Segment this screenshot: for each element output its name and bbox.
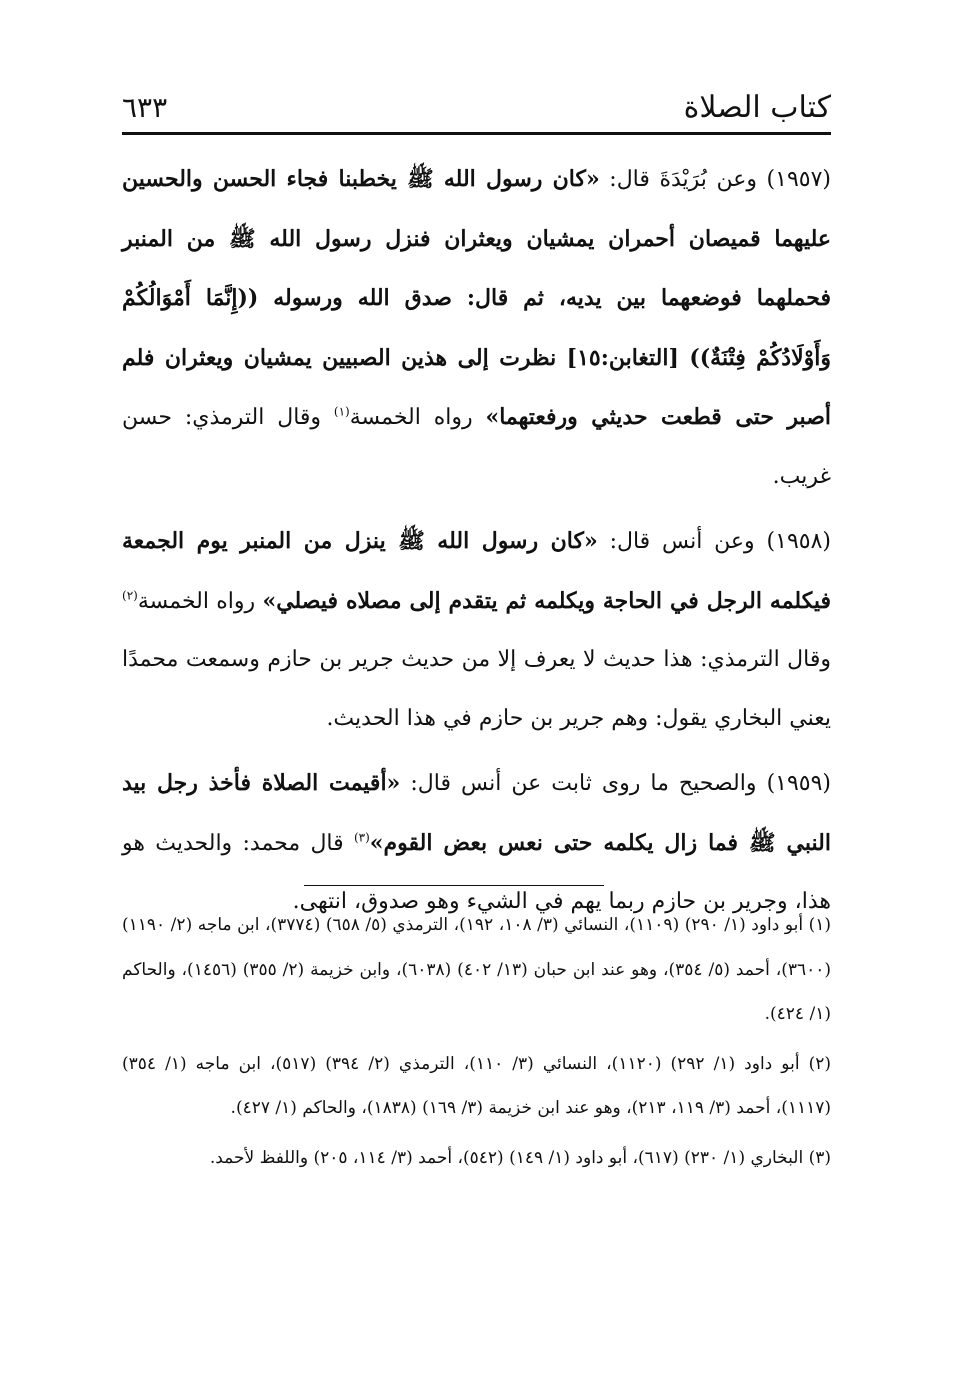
footnote-reference: (٣) bbox=[353, 830, 370, 845]
hadith-lead: وعن بُرَيْدَةَ قال: bbox=[599, 167, 757, 192]
hadith-commentary: قال محمد: والحديث هو هذا، وجرير بن حازم ربما يهم في الشيء وهو صدوق، انتهى. bbox=[122, 830, 831, 914]
hadith-quote: «كان رسول الله ﷺ يخطبنا فجاء الحسن والحسين عليهما قميصان أحمران يمشيان ويعثران فنزل رسول الله ﷺ من المنبر فحملهما فوضعهما بين يديه، ثم قال: صدق الله ورسوله ((إِنَّمَا أَمْوَالُكُمْ وَأَوْلَادُكُمْ فِتْنَةٌ)) [التغابن:١٥] نظرت إلى هذين الصبيين يمشيان ويعثران فلم أصبر حتى قطعت حديثي ورفعتهما» bbox=[122, 166, 832, 430]
hadith-number: (١٩٥٨) bbox=[766, 529, 831, 554]
hadith-quote: «كان رسول الله ﷺ ينزل من المنبر يوم الجمعة فيكلمه الرجل في الحاجة ويكلمه ثم يتقدم إلى مصلاه فيصلي» bbox=[122, 528, 832, 614]
hadith-attribution: رواه الخمسة bbox=[137, 588, 263, 614]
footnote-reference: (٢) bbox=[122, 588, 138, 603]
footnotes bbox=[122, 903, 831, 1185]
hadith-lead: والصحيح ما روى ثابت عن أنس قال: bbox=[400, 771, 757, 796]
hadith-quote: «أقيمت الصلاة فأخذ رجل بيد النبي ﷺ فما زال يكلمه حتى نعس بعض القوم» bbox=[122, 770, 831, 856]
footnote-reference: (١) bbox=[333, 404, 350, 419]
footnote-separator bbox=[304, 885, 604, 886]
hadith-lead: وعن أنس قال: bbox=[597, 529, 755, 554]
hadith-number: (١٩٥٩) bbox=[766, 771, 832, 796]
page-header bbox=[122, 82, 831, 128]
page-number: ٦٣٣ bbox=[122, 91, 168, 124]
footnote: (١) أبو داود (١/ ٢٩٠) (١١٠٩)، النسائي (٣/ ١٠٨، ١٩٢)، الترمذي (٥/ ٦٥٨) (٣٧٧٤)، ابن ماجه (٢/ ١١٩٠) (٣٦٠٠)، أحمد (٥/ ٣٥٤)، وهو عند ابن حبان (١٣/ ٤٠٢) (٦٠٣٨)، وابن خزيمة (٢/ ٣٥٥) (١٤٥٦)، والحاكم (١/ ٤٢٤). bbox=[122, 915, 832, 1024]
footnote: (٣) البخاري (١/ ٢٣٠) (٦١٧)، أبو داود (١/ ١٤٩) (٥٤٢)، أحمد (٣/ ١١٤، ٢٠٥) واللفظ لأحمد. bbox=[209, 1147, 831, 1168]
footnote: (٢) أبو داود (١/ ٢٩٢) (١١٢٠)، النسائي (٣/ ١١٠)، الترمذي (٢/ ٣٩٤) (٥١٧)، ابن ماجه (١/ ٣٥٤) (١١١٧)، أحمد (٣/ ١١٩، ٢١٣)، وهو عند ابن خزيمة (٣/ ١٦٩) (١٨٣٨)، والحاكم (١/ ٤٢٧). bbox=[122, 1053, 832, 1118]
book-page bbox=[122, 0, 831, 1395]
hadith-attribution: رواه الخمسة bbox=[349, 405, 486, 430]
hadith-commentary: وقال الترمذي: حسن غريب. bbox=[122, 405, 831, 489]
hadith-commentary: وقال الترمذي: هذا حديث لا يعرف إلا من حديث جرير بن حازم وسمعت محمدًا يعني البخاري يقول: وهم جرير بن حازم في هذا الحديث. bbox=[122, 647, 831, 731]
hadith-number: (١٩٥٧) bbox=[766, 167, 831, 192]
header-rule bbox=[122, 132, 831, 135]
hadith-paragraph bbox=[122, 512, 831, 748]
book-title: كتاب الصلاة bbox=[683, 90, 831, 125]
hadith-paragraph bbox=[122, 150, 831, 506]
main-text bbox=[122, 150, 831, 938]
